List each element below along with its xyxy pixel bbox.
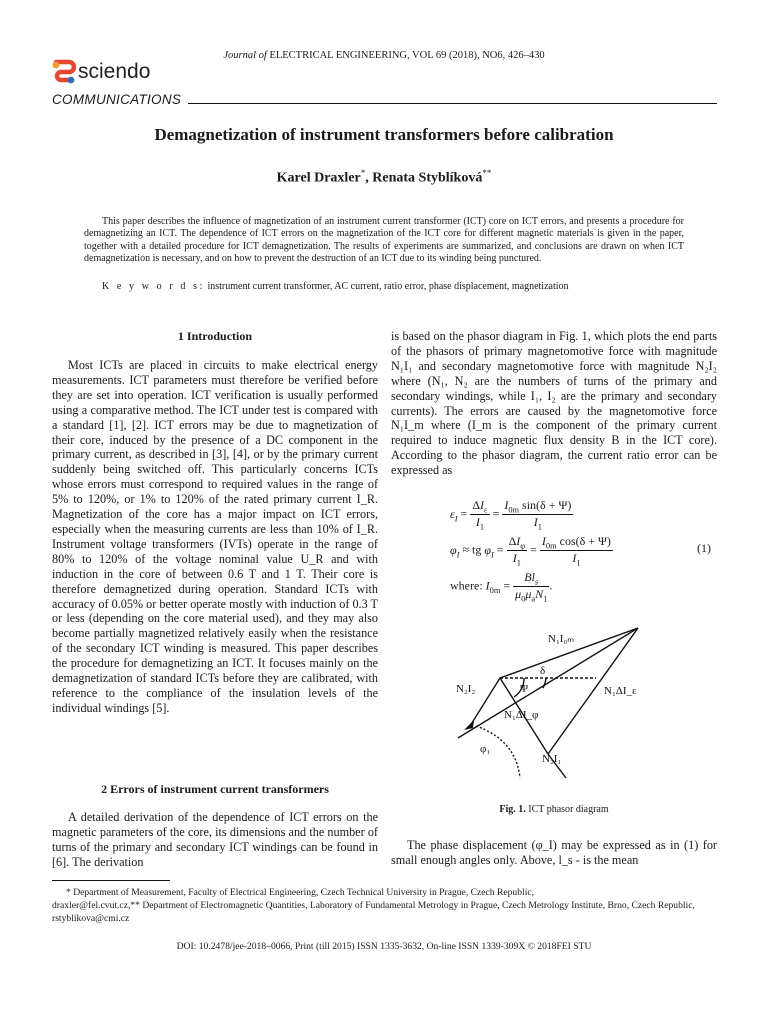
journal-details: ELECTRICAL ENGINEERING, VOL 69 (2018), NO6, 426–430 bbox=[269, 50, 545, 61]
label-n2i2: N₂I₂ bbox=[456, 683, 476, 695]
intro-paragraph bbox=[52, 358, 378, 716]
section-heading-errors: 2 Errors of instrument current transformers bbox=[101, 782, 329, 796]
author-1: Karel Draxler bbox=[276, 170, 361, 186]
after-figure-text: The phase displacement (φ_I) may be expressed as in (1) for small enough angles only. Above, l_s - is the mean bbox=[391, 838, 717, 867]
delta-arc bbox=[543, 678, 546, 688]
derivation-text: is based on the phasor diagram in Fig. 1, which plots the end parts of the phasors of primary magnetomotive force with magnitude N₁I₁ and secondary magnetomotive force with magnitude N₂I₂ where (N₁, N₂ are the numbers of turns of the primary and secondary windings, while I₁, I₂ are the primary and secondary currents). The errors are caused by the magnetomotive force N₁I_m where (I_m is the component of the primary current required to induce magnetic flux density B in the ICT core). According to the phasor diagram, the current ratio error can be expressed as bbox=[391, 329, 717, 478]
keywords bbox=[102, 281, 702, 292]
errors-text: A detailed derivation of the dependence of ICT errors on the magnetic parameters of the core, its dimensions and the number of turns of the primary and secondary ICT windings can be found in [6]. The derivation bbox=[52, 810, 378, 869]
label-n1di-phi: N₁ΔI_φ bbox=[504, 709, 539, 721]
phasor-diagram bbox=[448, 622, 702, 780]
equation-i0m: where: $I_{0m}$ = $\frac{Bl_s}{\mu_0\mu_aN_1}$ . bbox=[450, 570, 553, 604]
phase-displacement-paragraph bbox=[391, 838, 717, 868]
label-phi1: φ₁ bbox=[480, 743, 491, 755]
section-label: COMMUNICATIONS bbox=[52, 92, 182, 107]
equation-phase-displacement: $\varphi_I$ ≈ tg $\varphi_I$ = $\frac{\Delta I_\varphi}{I_1}$ = $\frac{I_{0m} \cos(\delta + \Psi)}{I_1}$ bbox=[450, 534, 611, 568]
label-n2i1: N₂I₁ bbox=[542, 753, 562, 765]
journal-name: Journal of bbox=[223, 50, 267, 61]
footnote-line-2: draxler@fel.cvut.cz,** Department of Electromagnetic Quantities, Laboratory of Fundamental Metrology in Prague, Czech Metrology Institute, Brno, Czech Republic, rstyblikova@cmi.cz bbox=[52, 899, 695, 924]
errors-paragraph bbox=[52, 810, 378, 870]
author-2: Renata Styblíková bbox=[372, 170, 483, 186]
footnote bbox=[52, 887, 718, 925]
footnote-affiliation-1: * Department of Measurement, Faculty of Electrical Engineering, Czech Technical University in Prague, Czech Republic, bbox=[66, 887, 535, 898]
label-n1i0m: N₁I₀ₘ bbox=[548, 633, 575, 645]
footnote-rule bbox=[52, 880, 170, 881]
keywords-label: K e y w o r d s: bbox=[102, 281, 205, 292]
equation-ratio-error: $\varepsilon_I$ = $\frac{\Delta I_\varepsilon}{I_1}$ = $\frac{I_{0m} \sin(\delta + \Psi)}{I_1}$ bbox=[450, 498, 572, 532]
intro-text: Most ICTs are placed in circuits to make electrical energy measurements. ICT parameters must therefore be verified before they are set into operation. ICT verification is usually performed using a comparative method. The ICT under test is compared with a standard [1], [2]. ICT errors may be due to magnetization of their core, induced by the presence of a DC component in the primary current, as described in [3], [4], or by the primary current suddenly being switched off. This particularly concerns ICTs whose errors must correspond to required values in the range of 5% to 120%, or 1% to 120% of the rated primary current I_R. Magnetization of the core has a major impact on ICT errors, especially when the measuring currents are less than 10% of I_R. Instrument voltage transformers (IVTs) operate in the range of 80% to 120% of the voltage nominal value U_R and with induction in the core of between 0.6 T and 1 T. Their core is therefore demagnetized during operation. Standard ICTs with accuracy of 0.05% or better operate mostly with induction of 0.3 T or less (depending on the core material used), and they may also become partially magnetized relatively easily when the resistance of the secondary ICT winding is measured. This paper describes the procedure for demagnetizing an ICT. It focuses mainly on the demagnetization of standard ICTs before they are calibrated, with reference to the compliance of the insulation levels of the individual windings [5]. bbox=[52, 358, 378, 715]
doi-line: DOI: 10.2478/jee-2018–0066, Print (till 2015) ISSN 1335-3632, On-line ISSN 1339-309X © 2018FEI STU bbox=[176, 941, 592, 952]
author-2-mark: ** bbox=[482, 168, 492, 178]
derivation-paragraph bbox=[391, 329, 717, 478]
section-heading-introduction: 1 Introduction bbox=[177, 329, 253, 343]
header-rule bbox=[188, 103, 717, 104]
abstract: This paper describes the influence of magnetization of an instrument current transformer (ICT) core on ICT errors, and presents a procedure for demagnetizing an ICT. The dependence of ICT errors on the magnetization of the ICT core for different magnetic materials is given in the paper, together with a detailed procedure for ICT demagnetization. The results of experiments are summarized, and conclusions are drawn on when ICT demagnetization is necessary, and on how to prevent the destruction of an ICT due to its winding being punctured. bbox=[84, 216, 684, 265]
authors bbox=[0, 168, 768, 187]
figure-caption-text: ICT phasor diagram bbox=[528, 804, 609, 815]
figure-label: Fig. 1. bbox=[499, 804, 526, 815]
label-n1di-eps: N₁ΔI_ε bbox=[604, 685, 637, 697]
label-psi: Ψ bbox=[520, 683, 529, 695]
figure-caption bbox=[391, 804, 717, 815]
publisher-name: sciendo bbox=[78, 60, 151, 83]
footnote-line-1 bbox=[52, 887, 718, 900]
keywords-list: instrument current transformer, AC current, ratio error, phase displacement, magnetization bbox=[207, 281, 569, 292]
author-separator: , bbox=[365, 170, 373, 186]
equation-block bbox=[450, 498, 720, 604]
sciendo-logo-icon bbox=[52, 59, 76, 85]
author-1-mark: * bbox=[360, 168, 366, 178]
equation-number: (1) bbox=[697, 541, 711, 555]
page-title: Demagnetization of instrument transformers before calibration bbox=[154, 125, 614, 144]
label-delta: δ bbox=[540, 665, 546, 677]
